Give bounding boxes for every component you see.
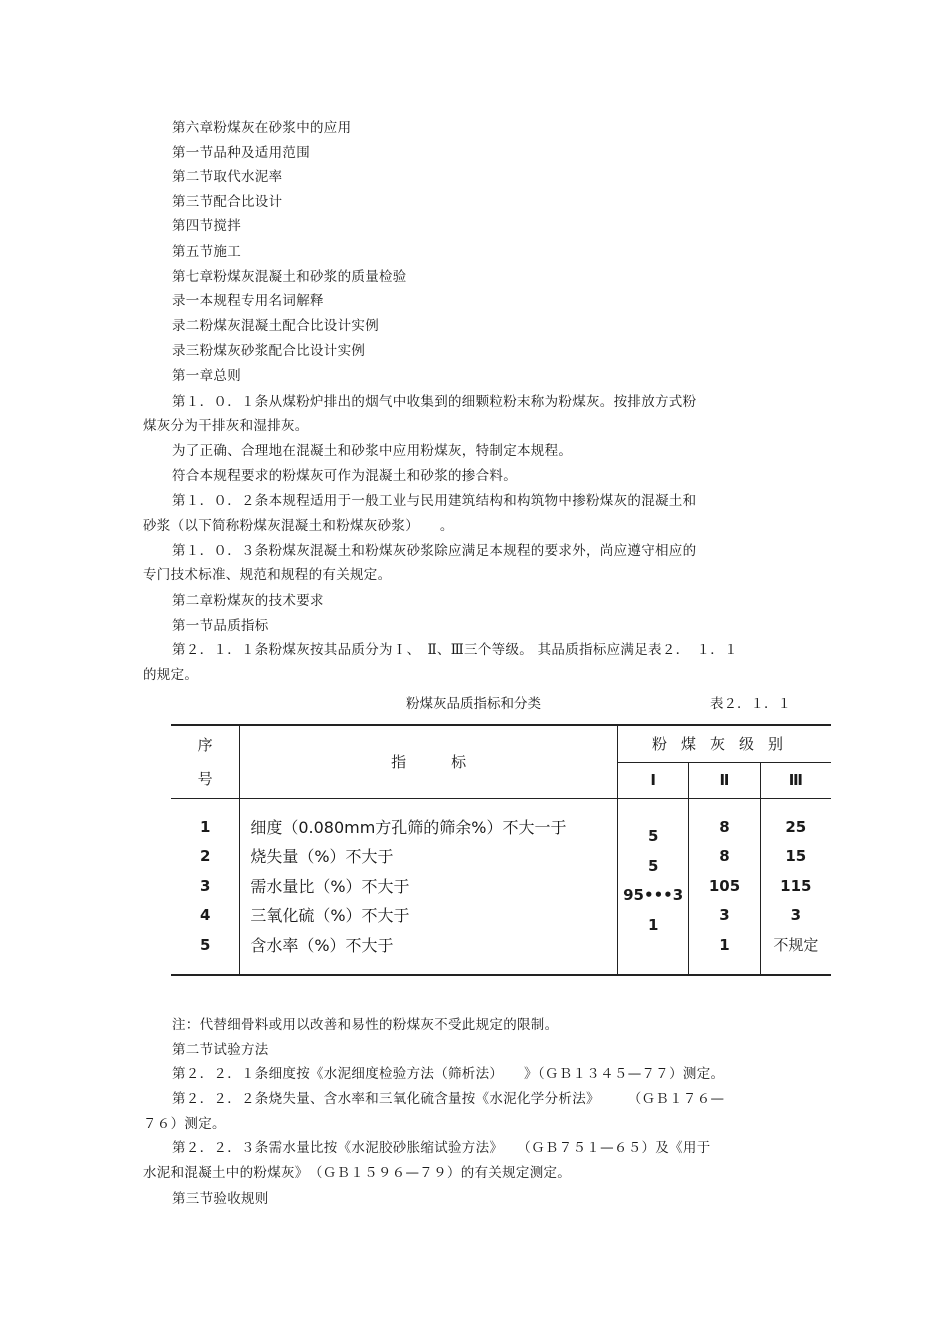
- index-cell: 需水量比（%）不大于: [250, 876, 410, 896]
- chapter-title: 第二章粉煤灰的技术要求: [172, 593, 324, 609]
- seq-column: [171, 798, 240, 975]
- paragraph: 煤灰分为干排灰和湿排灰。: [143, 418, 309, 434]
- toc-item: 录一本规程专用名词解释: [172, 293, 324, 309]
- index-column: [240, 798, 618, 975]
- paragraph: 专门技术标准、规范和规程的有关规定。: [143, 567, 392, 583]
- toc-item: 录二粉煤灰混凝土配合比设计实例: [172, 318, 379, 334]
- header-grade: 粉煤灰级别: [618, 725, 831, 762]
- grade-1-cell: 5: [647, 827, 659, 846]
- seq-cell: 2: [199, 847, 211, 865]
- chapter-title: 第一章总则: [172, 368, 241, 384]
- section-title: 第二节试验方法: [172, 1042, 269, 1058]
- grade-1-column: [618, 798, 689, 975]
- grade-1-cell: 95•••3: [623, 886, 684, 905]
- index-cell: 含水率（%）不大于: [250, 935, 394, 955]
- grade-2-cell: 105: [708, 876, 741, 895]
- grade-3-column: [760, 798, 831, 975]
- seq-cell: 5: [199, 935, 211, 954]
- paragraph: 第１．０．３条粉煤灰混凝土和粉煤灰砂浆除应满足本规程的要求外，尚应遵守相应的: [172, 543, 697, 559]
- paragraph: 为了正确、合理地在混凝土和砂浆中应用粉煤灰，特制定本规程。: [172, 443, 573, 459]
- paragraph: 砂浆（以下简称粉煤灰混凝土和粉煤灰砂浆） 。: [143, 518, 454, 534]
- grade-1-cell: 1: [647, 915, 659, 934]
- paragraph: 符合本规程要求的粉煤灰可作为混凝土和砂浆的掺合料。: [172, 468, 517, 484]
- toc-item: 第七章粉煤灰混凝土和砂浆的质量检验: [172, 269, 407, 285]
- index-cell: 细度（0.080mm方孔筛的筛余%）不大一于: [250, 817, 567, 837]
- paragraph: 水泥和混凝土中的粉煤灰》 （ＧＢ１５９６—７９）的有关规定测定。: [143, 1165, 572, 1181]
- header-seq-char: 号: [197, 769, 213, 788]
- grade-2-cell: 1: [719, 935, 730, 954]
- paragraph: 的规定。: [143, 667, 199, 683]
- seq-cell: 1: [199, 817, 211, 836]
- toc-item: 第六章粉煤灰在砂浆中的应用: [172, 120, 352, 136]
- grade-3-cell: 不规定: [773, 935, 819, 954]
- quality-table: [171, 724, 831, 976]
- toc-item: 第四节搅拌: [172, 218, 241, 234]
- index-cell: 烧失量（%）不大于: [250, 847, 394, 866]
- table-number: 表２．１．１: [710, 696, 791, 712]
- header-seq-char: 序: [197, 735, 213, 754]
- grade-1-cell: 5: [647, 856, 659, 875]
- paragraph: 第２．１．１条粉煤灰按其品质分为Ｉ、 Ⅱ、Ⅲ三个等级。 其品质指标应满足表２． １．１: [172, 642, 738, 658]
- table-note: 注：代替细骨料或用以改善和易性的粉煤灰不受此规定的限制。: [172, 1017, 559, 1033]
- seq-cell: 3: [199, 876, 211, 895]
- grade-2-cell: 3: [719, 906, 730, 924]
- header-grade-1: I: [618, 762, 689, 798]
- toc-item: 第五节施工: [172, 244, 241, 260]
- grade-3-cell: 25: [785, 817, 807, 836]
- index-cell: 三氧化硫（%）不大于: [250, 906, 410, 925]
- header-seq: [171, 725, 240, 798]
- grade-2-column: [689, 798, 760, 975]
- paragraph: 第２．２．３条需水量比按《水泥胶砂胀缩试验方法》 （ＧＢ７５１—６５）及《用于: [172, 1140, 711, 1156]
- toc-item: 第一节品种及适用范围: [172, 145, 310, 161]
- paragraph: 第２．２．１条细度按《水泥细度检验方法（筛析法） 》（ＧＢ１３４５—７７）测定。: [172, 1066, 725, 1082]
- grade-2-cell: 8: [719, 847, 730, 865]
- section-title: 第一节品质指标: [172, 618, 269, 634]
- toc-item: 第三节配合比设计: [172, 194, 283, 210]
- grade-2-cell: 8: [719, 817, 730, 836]
- header-grade-2: Ⅱ: [689, 762, 760, 798]
- toc-item: 第二节取代水泥率: [172, 169, 283, 185]
- header-index: 指 标: [240, 725, 618, 798]
- paragraph: 第１．０．２条本规程适用于一般工业与民用建筑结构和构筑物中掺粉煤灰的混凝土和: [172, 493, 697, 509]
- header-grade-3: Ⅲ: [760, 762, 831, 798]
- paragraph: ７６）测定。: [143, 1116, 226, 1132]
- grade-3-cell: 115: [780, 876, 812, 895]
- grade-3-cell: 3: [790, 906, 802, 924]
- table-caption: 粉煤灰品质指标和分类: [406, 696, 541, 712]
- grade-3-cell: 15: [785, 847, 807, 865]
- toc-item: 录三粉煤灰砂浆配合比设计实例: [172, 343, 366, 359]
- section-title: 第三节验收规则: [172, 1191, 269, 1207]
- paragraph: 第２．２．２条烧失量、含水率和三氧化硫含量按《水泥化学分析法》 （ＧＢ１７６—: [172, 1091, 725, 1107]
- paragraph: 第１．０．１条从煤粉炉排出的烟气中收集到的细颗粒粉末称为粉煤灰。按排放方式粉: [172, 394, 697, 410]
- seq-cell: 4: [199, 906, 211, 924]
